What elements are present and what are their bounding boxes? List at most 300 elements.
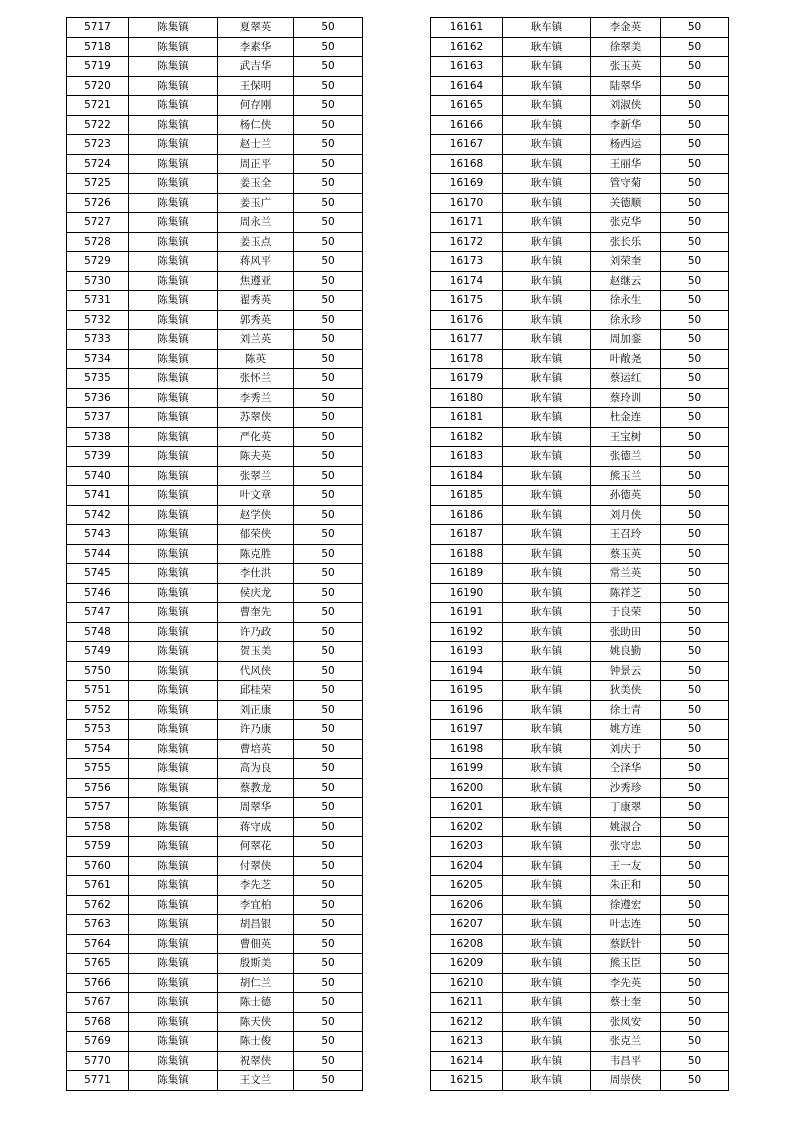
serial-cell: 16213 [431,1032,503,1052]
name-cell: 刘淑侠 [591,96,661,116]
serial-cell: 16193 [431,642,503,662]
amount-cell: 50 [294,993,363,1013]
table-row [67,700,363,720]
serial-cell: 5720 [67,76,129,96]
serial-cell: 5751 [67,681,129,701]
amount-cell: 50 [661,213,729,233]
town-cell: 耿车镇 [503,1012,591,1032]
serial-cell: 5723 [67,135,129,155]
table-row [67,661,363,681]
serial-cell: 16179 [431,369,503,389]
table-row [67,583,363,603]
table-row [67,291,363,311]
amount-cell: 50 [294,505,363,525]
table-row [431,934,729,954]
amount-cell: 50 [661,330,729,350]
amount-cell: 50 [661,681,729,701]
town-cell: 陈集镇 [129,369,218,389]
town-cell: 耿车镇 [503,895,591,915]
name-cell: 杜金连 [591,408,661,428]
town-cell: 陈集镇 [129,759,218,779]
serial-cell: 16209 [431,954,503,974]
amount-cell: 50 [294,1032,363,1052]
table-row [431,837,729,857]
town-cell: 陈集镇 [129,486,218,506]
amount-cell: 50 [294,369,363,389]
table-row [67,408,363,428]
name-cell: 周崇侠 [591,1071,661,1091]
town-cell: 陈集镇 [129,232,218,252]
table-row [431,291,729,311]
serial-cell: 5747 [67,603,129,623]
town-cell: 耿车镇 [503,739,591,759]
table-row [67,447,363,467]
serial-cell: 16194 [431,661,503,681]
amount-cell: 50 [661,759,729,779]
table-row [67,739,363,759]
amount-cell: 50 [294,1012,363,1032]
name-cell: 沙秀珍 [591,778,661,798]
name-cell: 仝泽华 [591,759,661,779]
name-cell: 焦遵亚 [218,271,294,291]
amount-cell: 50 [661,954,729,974]
amount-cell: 50 [294,37,363,57]
serial-cell: 16184 [431,466,503,486]
table-row [67,271,363,291]
table-row [431,369,729,389]
serial-cell: 16203 [431,837,503,857]
table-row [431,973,729,993]
serial-cell: 5770 [67,1051,129,1071]
amount-cell: 50 [294,798,363,818]
name-cell: 严化英 [218,427,294,447]
name-cell: 李仕洪 [218,564,294,584]
name-cell: 陆翠华 [591,76,661,96]
town-cell: 陈集镇 [129,1071,218,1091]
amount-cell: 50 [661,798,729,818]
amount-cell: 50 [294,700,363,720]
town-cell: 陈集镇 [129,661,218,681]
serial-cell: 5771 [67,1071,129,1091]
town-cell: 耿车镇 [503,954,591,974]
table-row [67,76,363,96]
name-cell: 王一友 [591,856,661,876]
name-cell: 代风侠 [218,661,294,681]
table-row [67,993,363,1013]
town-cell: 耿车镇 [503,252,591,272]
serial-cell: 5718 [67,37,129,57]
amount-cell: 50 [294,135,363,155]
serial-cell: 5768 [67,1012,129,1032]
amount-cell: 50 [661,876,729,896]
amount-cell: 50 [294,720,363,740]
table-row [67,466,363,486]
serial-cell: 5755 [67,759,129,779]
table-row [431,57,729,77]
name-cell: 张助田 [591,622,661,642]
town-cell: 陈集镇 [129,388,218,408]
amount-cell: 50 [294,603,363,623]
table-row [431,856,729,876]
name-cell: 胡昌银 [218,915,294,935]
name-cell: 徐永生 [591,291,661,311]
right-table [430,17,729,1091]
town-cell: 陈集镇 [129,603,218,623]
serial-cell: 16187 [431,525,503,545]
table-row [67,525,363,545]
amount-cell: 50 [294,388,363,408]
town-cell: 耿车镇 [503,817,591,837]
serial-cell: 5767 [67,993,129,1013]
serial-cell: 16168 [431,154,503,174]
name-cell: 姜玉全 [218,174,294,194]
amount-cell: 50 [294,622,363,642]
name-cell: 李金英 [591,18,661,38]
table-row [431,505,729,525]
amount-cell: 50 [661,583,729,603]
table-row [431,271,729,291]
town-cell: 耿车镇 [503,876,591,896]
town-cell: 陈集镇 [129,193,218,213]
amount-cell: 50 [661,76,729,96]
amount-cell: 50 [661,642,729,662]
amount-cell: 50 [661,661,729,681]
serial-cell: 5761 [67,876,129,896]
amount-cell: 50 [294,583,363,603]
serial-cell: 5765 [67,954,129,974]
serial-cell: 16189 [431,564,503,584]
amount-cell: 50 [661,96,729,116]
town-cell: 耿车镇 [503,388,591,408]
serial-cell: 5769 [67,1032,129,1052]
amount-cell: 50 [294,213,363,233]
serial-cell: 16173 [431,252,503,272]
town-cell: 陈集镇 [129,817,218,837]
serial-cell: 16186 [431,505,503,525]
table-row [67,778,363,798]
name-cell: 徐翠美 [591,37,661,57]
serial-cell: 16188 [431,544,503,564]
name-cell: 胡仁兰 [218,973,294,993]
name-cell: 杨仁侠 [218,115,294,135]
amount-cell: 50 [661,603,729,623]
town-cell: 耿车镇 [503,778,591,798]
serial-cell: 16208 [431,934,503,954]
town-cell: 耿车镇 [503,18,591,38]
town-cell: 陈集镇 [129,1032,218,1052]
table-row [431,622,729,642]
town-cell: 耿车镇 [503,37,591,57]
table-row [67,57,363,77]
name-cell: 杨西运 [591,135,661,155]
town-cell: 耿车镇 [503,583,591,603]
table-row [431,700,729,720]
town-cell: 耿车镇 [503,544,591,564]
left-table-body [67,18,363,1091]
name-cell: 李新华 [591,115,661,135]
name-cell: 郁荣侠 [218,525,294,545]
town-cell: 耿车镇 [503,466,591,486]
table-row [431,876,729,896]
name-cell: 张凤安 [591,1012,661,1032]
name-cell: 王丽华 [591,154,661,174]
table-row [431,817,729,837]
table-row [431,76,729,96]
town-cell: 耿车镇 [503,759,591,779]
table-row [431,96,729,116]
town-cell: 耿车镇 [503,700,591,720]
name-cell: 赵士兰 [218,135,294,155]
amount-cell: 50 [294,544,363,564]
name-cell: 武吉华 [218,57,294,77]
town-cell: 耿车镇 [503,798,591,818]
amount-cell: 50 [294,525,363,545]
town-cell: 耿车镇 [503,291,591,311]
name-cell: 姚淑合 [591,817,661,837]
town-cell: 陈集镇 [129,798,218,818]
amount-cell: 50 [294,973,363,993]
town-cell: 耿车镇 [503,193,591,213]
town-cell: 陈集镇 [129,856,218,876]
amount-cell: 50 [661,232,729,252]
town-cell: 陈集镇 [129,115,218,135]
name-cell: 赵继云 [591,271,661,291]
serial-cell: 16183 [431,447,503,467]
table-row [67,174,363,194]
town-cell: 耿车镇 [503,486,591,506]
table-row [67,96,363,116]
amount-cell: 50 [661,915,729,935]
serial-cell: 16164 [431,76,503,96]
name-cell: 蔡运红 [591,369,661,389]
serial-cell: 5731 [67,291,129,311]
town-cell: 陈集镇 [129,954,218,974]
amount-cell: 50 [294,954,363,974]
name-cell: 张翠兰 [218,466,294,486]
table-row [431,993,729,1013]
table-row [67,720,363,740]
serial-cell: 5730 [67,271,129,291]
serial-cell: 16167 [431,135,503,155]
amount-cell: 50 [661,720,729,740]
table-row [431,681,729,701]
table-row [67,1032,363,1052]
town-cell: 陈集镇 [129,895,218,915]
serial-cell: 16192 [431,622,503,642]
amount-cell: 50 [661,135,729,155]
serial-cell: 16177 [431,330,503,350]
serial-cell: 16197 [431,720,503,740]
serial-cell: 16175 [431,291,503,311]
serial-cell: 5764 [67,934,129,954]
name-cell: 蒋守成 [218,817,294,837]
serial-cell: 5729 [67,252,129,272]
serial-cell: 16181 [431,408,503,428]
amount-cell: 50 [294,1071,363,1091]
town-cell: 陈集镇 [129,915,218,935]
amount-cell: 50 [294,252,363,272]
name-cell: 徐遵宏 [591,895,661,915]
table-row [431,388,729,408]
name-cell: 张怀兰 [218,369,294,389]
serial-cell: 16195 [431,681,503,701]
name-cell: 李先芝 [218,876,294,896]
serial-cell: 16199 [431,759,503,779]
amount-cell: 50 [661,934,729,954]
town-cell: 陈集镇 [129,525,218,545]
serial-cell: 5750 [67,661,129,681]
town-cell: 陈集镇 [129,213,218,233]
town-cell: 陈集镇 [129,310,218,330]
table-row [67,388,363,408]
amount-cell: 50 [661,837,729,857]
table-row [431,37,729,57]
amount-cell: 50 [661,252,729,272]
name-cell: 高为良 [218,759,294,779]
town-cell: 陈集镇 [129,876,218,896]
serial-cell: 16176 [431,310,503,330]
town-cell: 陈集镇 [129,37,218,57]
amount-cell: 50 [294,115,363,135]
town-cell: 耿车镇 [503,973,591,993]
table-row [67,1071,363,1091]
amount-cell: 50 [661,310,729,330]
table-row [67,915,363,935]
table-row [431,759,729,779]
serial-cell: 16170 [431,193,503,213]
town-cell: 耿车镇 [503,661,591,681]
amount-cell: 50 [661,37,729,57]
left-table [66,17,363,1091]
name-cell: 关德顺 [591,193,661,213]
name-cell: 许乃政 [218,622,294,642]
table-row [67,759,363,779]
table-row [431,720,729,740]
town-cell: 陈集镇 [129,1012,218,1032]
serial-cell: 5738 [67,427,129,447]
amount-cell: 50 [294,349,363,369]
name-cell: 徐士青 [591,700,661,720]
table-row [67,310,363,330]
table-row [431,1051,729,1071]
town-cell: 耿车镇 [503,174,591,194]
town-cell: 耿车镇 [503,993,591,1013]
town-cell: 耿车镇 [503,720,591,740]
name-cell: 赵学侠 [218,505,294,525]
table-row [67,544,363,564]
town-cell: 陈集镇 [129,681,218,701]
amount-cell: 50 [294,895,363,915]
serial-cell: 5737 [67,408,129,428]
table-row [67,973,363,993]
serial-cell: 5762 [67,895,129,915]
name-cell: 付翠侠 [218,856,294,876]
name-cell: 周永兰 [218,213,294,233]
amount-cell: 50 [294,1051,363,1071]
amount-cell: 50 [661,739,729,759]
name-cell: 刘正康 [218,700,294,720]
amount-cell: 50 [294,76,363,96]
name-cell: 朱正和 [591,876,661,896]
town-cell: 陈集镇 [129,174,218,194]
town-cell: 耿车镇 [503,603,591,623]
name-cell: 苏翠侠 [218,408,294,428]
town-cell: 耿车镇 [503,1051,591,1071]
town-cell: 耿车镇 [503,369,591,389]
table-row [431,466,729,486]
serial-cell: 16204 [431,856,503,876]
name-cell: 何存刚 [218,96,294,116]
town-cell: 耿车镇 [503,76,591,96]
town-cell: 耿车镇 [503,135,591,155]
name-cell: 蔡士奎 [591,993,661,1013]
name-cell: 常兰英 [591,564,661,584]
serial-cell: 16202 [431,817,503,837]
amount-cell: 50 [294,661,363,681]
serial-cell: 5766 [67,973,129,993]
serial-cell: 16214 [431,1051,503,1071]
serial-cell: 5719 [67,57,129,77]
town-cell: 耿车镇 [503,447,591,467]
town-cell: 耿车镇 [503,837,591,857]
table-row [431,1071,729,1091]
table-row [67,856,363,876]
name-cell: 李宜柏 [218,895,294,915]
town-cell: 陈集镇 [129,642,218,662]
town-cell: 耿车镇 [503,96,591,116]
name-cell: 刘荣奎 [591,252,661,272]
table-row [431,603,729,623]
amount-cell: 50 [294,778,363,798]
amount-cell: 50 [294,642,363,662]
table-row [67,115,363,135]
serial-cell: 16182 [431,427,503,447]
town-cell: 耿车镇 [503,310,591,330]
town-cell: 陈集镇 [129,739,218,759]
town-cell: 耿车镇 [503,154,591,174]
amount-cell: 50 [661,154,729,174]
serial-cell: 16161 [431,18,503,38]
name-cell: 蔡跃针 [591,934,661,954]
table-row [67,349,363,369]
name-cell: 殷斯美 [218,954,294,974]
name-cell: 叶文章 [218,486,294,506]
serial-cell: 5754 [67,739,129,759]
amount-cell: 50 [294,564,363,584]
town-cell: 耿车镇 [503,330,591,350]
name-cell: 陈士俊 [218,1032,294,1052]
amount-cell: 50 [661,193,729,213]
serial-cell: 5748 [67,622,129,642]
table-row [67,1012,363,1032]
amount-cell: 50 [294,466,363,486]
amount-cell: 50 [661,291,729,311]
serial-cell: 5727 [67,213,129,233]
name-cell: 管守菊 [591,174,661,194]
name-cell: 张玉英 [591,57,661,77]
town-cell: 陈集镇 [129,291,218,311]
town-cell: 陈集镇 [129,837,218,857]
name-cell: 蔡教龙 [218,778,294,798]
table-row [431,583,729,603]
serial-cell: 16211 [431,993,503,1013]
serial-cell: 16198 [431,739,503,759]
amount-cell: 50 [661,700,729,720]
table-row [67,505,363,525]
name-cell: 孙德英 [591,486,661,506]
amount-cell: 50 [661,505,729,525]
table-row [67,427,363,447]
